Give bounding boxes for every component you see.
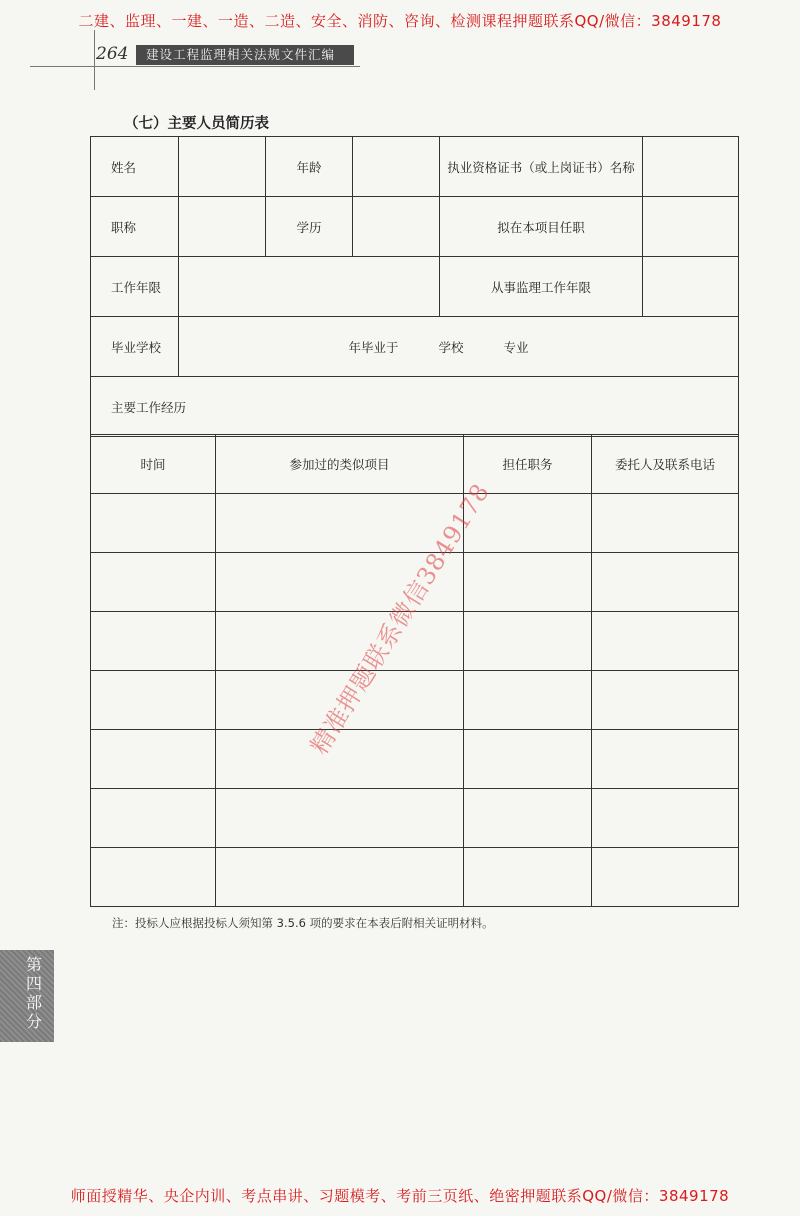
time-cell[interactable] — [91, 612, 216, 671]
name-label: 姓名 — [91, 137, 179, 197]
project-cell[interactable] — [216, 848, 464, 907]
col-client-contact: 委托人及联系电话 — [592, 435, 739, 494]
table-note: 注：投标人应根据投标人须知第 3.5.6 项的要求在本表后附相关证明材料。 — [112, 916, 494, 930]
contact-cell[interactable] — [592, 848, 739, 907]
info-row-years — [91, 257, 739, 317]
bottom-banner: 师面授精华、央企内训、考点串讲、习题模考、考前三页纸、绝密押题联系QQ/微信：3849178 — [70, 1187, 730, 1205]
supervision-years-value[interactable] — [643, 257, 739, 317]
section-title: （七）主要人员简历表 — [124, 116, 269, 132]
school-label: 毕业学校 — [91, 317, 179, 377]
experience-table — [90, 434, 739, 907]
header-crop-mark — [94, 30, 95, 90]
role-cell[interactable] — [464, 553, 592, 612]
years-value[interactable] — [179, 257, 440, 317]
project-cell[interactable] — [216, 612, 464, 671]
contact-cell[interactable] — [592, 730, 739, 789]
title-value[interactable] — [179, 197, 266, 257]
experience-label: 主要工作经历 — [91, 377, 739, 437]
experience-row — [91, 494, 739, 553]
watermark: 精准押题联系微信3849178 — [305, 478, 496, 760]
col-role: 担任职务 — [464, 435, 592, 494]
experience-header-row — [91, 435, 739, 494]
page-number: 264 — [96, 44, 129, 64]
school-text: 学校 — [438, 339, 464, 355]
age-label: 年龄 — [266, 137, 353, 197]
time-cell[interactable] — [91, 494, 216, 553]
project-cell[interactable] — [216, 789, 464, 848]
info-row-title — [91, 197, 739, 257]
experience-row — [91, 730, 739, 789]
name-value[interactable] — [179, 137, 266, 197]
info-row-school — [91, 317, 739, 377]
supervision-years-label: 从事监理工作年限 — [440, 257, 643, 317]
header-rule — [30, 66, 360, 67]
col-similar-projects: 参加过的类似项目 — [216, 435, 464, 494]
major-text: 专业 — [503, 339, 529, 355]
time-cell[interactable] — [91, 848, 216, 907]
title-label: 职称 — [91, 197, 179, 257]
years-label: 工作年限 — [91, 257, 179, 317]
role-cell[interactable] — [464, 730, 592, 789]
contact-cell[interactable] — [592, 612, 739, 671]
role-cell[interactable] — [464, 848, 592, 907]
experience-row — [91, 671, 739, 730]
book-title: 建设工程监理相关法规文件汇编 — [136, 45, 354, 65]
part-tab-label: 第四部分 — [25, 955, 42, 1031]
position-value[interactable] — [643, 197, 739, 257]
resume-info-table — [90, 136, 739, 437]
top-banner: 二建、监理、一建、一造、二造、安全、消防、咨询、检测课程押题联系QQ/微信：3849178 — [78, 12, 722, 30]
role-cell[interactable] — [464, 612, 592, 671]
age-value[interactable] — [353, 137, 440, 197]
time-cell[interactable] — [91, 671, 216, 730]
time-cell[interactable] — [91, 553, 216, 612]
school-value[interactable] — [179, 317, 739, 377]
info-row-name — [91, 137, 739, 197]
contact-cell[interactable] — [592, 553, 739, 612]
position-label: 拟在本项目任职 — [440, 197, 643, 257]
graduated-text: 年毕业于 — [348, 339, 399, 355]
cert-label: 执业资格证书（或上岗证书）名称 — [440, 137, 643, 197]
experience-row — [91, 789, 739, 848]
info-row-experience — [91, 377, 739, 437]
contact-cell[interactable] — [592, 789, 739, 848]
role-cell[interactable] — [464, 789, 592, 848]
col-time: 时间 — [91, 435, 216, 494]
time-cell[interactable] — [91, 789, 216, 848]
contact-cell[interactable] — [592, 494, 739, 553]
time-cell[interactable] — [91, 730, 216, 789]
contact-cell[interactable] — [592, 671, 739, 730]
cert-value[interactable] — [643, 137, 739, 197]
education-value[interactable] — [353, 197, 440, 257]
education-label: 学历 — [266, 197, 353, 257]
experience-row — [91, 848, 739, 907]
role-cell[interactable] — [464, 671, 592, 730]
